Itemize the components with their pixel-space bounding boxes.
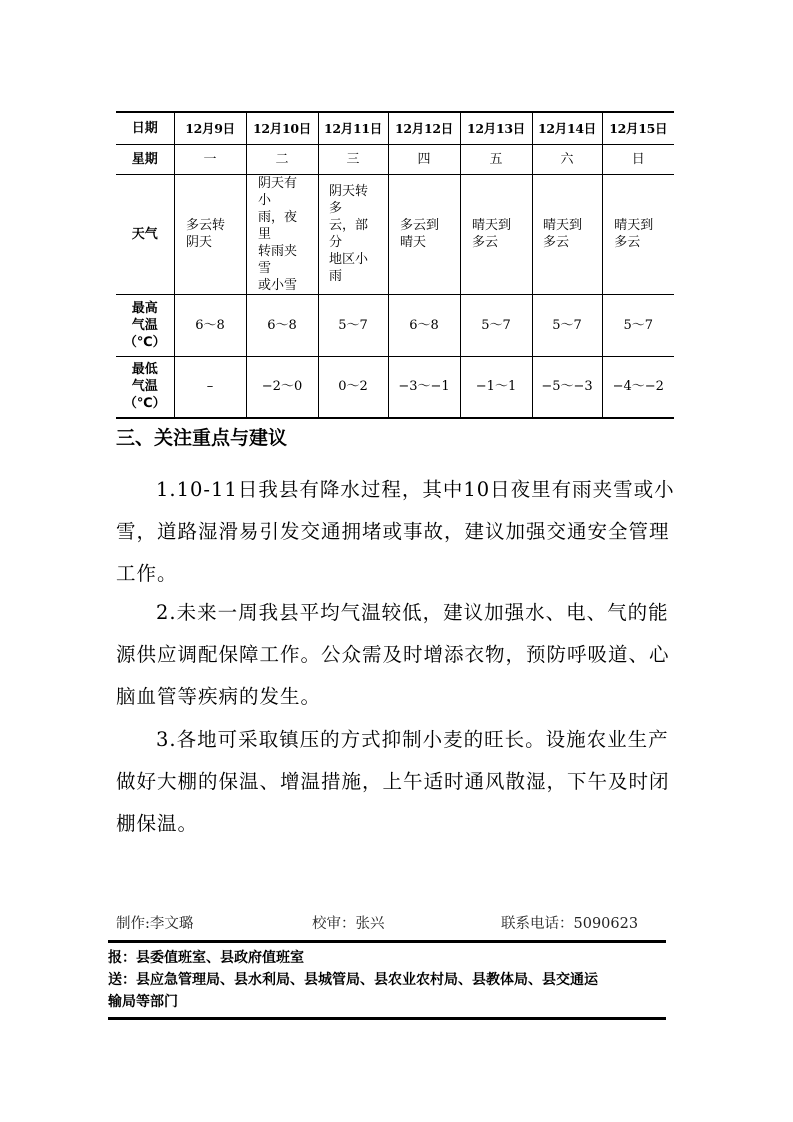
weather-forecast-table xyxy=(116,111,674,419)
weather-line: 转雨夹雪 xyxy=(258,243,298,276)
date-cell: 12月9日 xyxy=(174,112,246,144)
signers-line xyxy=(116,912,676,936)
report-to-line: 报：县委值班室、县政府值班室 xyxy=(108,950,304,966)
paragraph: 3.各地可采取镇压的方式抑制小麦的旺长。设施农业生产做好大棚的保温、增温措施，上午适时通风散湿，下午及时闭棚保温。 xyxy=(116,728,670,835)
send-to-line: 送：县应急管理局、县水利局、县城管局、县农业农村局、县教体局、县交通运 xyxy=(108,972,598,988)
low-temp-cell: −2～0 xyxy=(246,356,318,418)
high-temp-cell: 6～8 xyxy=(174,294,246,356)
date-cell: 12月14日 xyxy=(532,112,602,144)
weather-line: 阴天 xyxy=(186,235,213,250)
weather-cell xyxy=(174,174,246,294)
section-title: 三、关注重点与建议 xyxy=(116,427,288,449)
high-temp-cell: 5～7 xyxy=(318,294,388,356)
weather-line: 多云转 xyxy=(186,218,226,233)
row-label-line: 最低 xyxy=(131,362,158,378)
weather-line: 阴天有小 xyxy=(258,175,298,208)
date-cell: 12月13日 xyxy=(460,112,532,144)
reviewer-label: 校审：张兴 xyxy=(312,916,385,932)
weather-line: 云，部分 xyxy=(329,218,369,250)
row-label-line: 最高 xyxy=(131,300,158,316)
weekday-cell: 二 xyxy=(246,144,318,174)
distribution-block xyxy=(108,940,666,1020)
low-temp-cell: −1～1 xyxy=(460,356,532,418)
paragraph: 1.10-11日我县有降水过程，其中10日夜里有雨夹雪或小雪，道路湿滑易引发交通拥堵或事故，建议加强交通安全管理工作。 xyxy=(116,478,675,585)
weather-cell xyxy=(318,174,388,294)
high-temp-cell: 5～7 xyxy=(532,294,602,356)
weather-line: 或小雪 xyxy=(258,277,298,293)
row-label-weekday: 星期 xyxy=(116,144,174,174)
weekday-cell: 五 xyxy=(460,144,532,174)
weather-cell xyxy=(532,174,602,294)
date-cell: 12月11日 xyxy=(318,112,388,144)
send-to-line: 输局等部门 xyxy=(108,994,178,1010)
maker-label: 制作:李文璐 xyxy=(116,916,194,932)
weekday-cell: 六 xyxy=(532,144,602,174)
weather-line: 晴天到 xyxy=(614,218,654,233)
weather-line: 雨，夜里 xyxy=(258,209,298,242)
row-label-line: （℃） xyxy=(123,334,166,350)
row-label-high xyxy=(116,294,174,356)
weather-line: 多云到 xyxy=(400,218,440,233)
paragraph: 2.未来一周我县平均气温较低，建议加强水、电、气的能源供应调配保障工作。公众需及时增添衣物，预防呼吸道、心脑血管等疾病的发生。 xyxy=(116,601,670,708)
low-temp-cell: −4～−2 xyxy=(602,356,674,418)
weekday-cell: 四 xyxy=(388,144,460,174)
weather-line: 多云 xyxy=(472,235,499,250)
low-temp-cell: – xyxy=(174,356,246,418)
weekday-cell: 一 xyxy=(174,144,246,174)
weather-cell xyxy=(246,174,318,294)
high-temp-row xyxy=(116,294,674,356)
weather-line: 地区小雨 xyxy=(329,252,369,284)
weather-cell xyxy=(602,174,674,294)
weekday-row xyxy=(116,144,674,174)
high-temp-cell: 5～7 xyxy=(460,294,532,356)
row-label-weather: 天气 xyxy=(116,174,174,294)
date-cell: 12月15日 xyxy=(602,112,674,144)
low-temp-cell: 0～2 xyxy=(318,356,388,418)
date-cell: 12月10日 xyxy=(246,112,318,144)
high-temp-cell: 6～8 xyxy=(246,294,318,356)
weather-row xyxy=(116,174,674,294)
date-row xyxy=(116,112,674,144)
weather-line: 晴天到 xyxy=(472,218,512,233)
weather-cell xyxy=(460,174,532,294)
high-temp-cell: 5～7 xyxy=(602,294,674,356)
low-temp-cell: −3～−1 xyxy=(388,356,460,418)
low-temp-row xyxy=(116,356,674,418)
row-label-line: 气温 xyxy=(131,317,158,333)
row-label-date: 日期 xyxy=(116,112,174,144)
row-label-line: 气温 xyxy=(131,379,158,395)
weather-line: 多云 xyxy=(614,235,641,250)
weather-line: 多云 xyxy=(543,235,570,250)
weather-line: 晴天到 xyxy=(543,218,583,233)
weekday-cell: 日 xyxy=(602,144,674,174)
row-label-low xyxy=(116,356,174,418)
low-temp-cell: −5～−3 xyxy=(532,356,602,418)
weather-cell xyxy=(388,174,460,294)
weather-line: 晴天 xyxy=(400,235,427,250)
date-cell: 12月12日 xyxy=(388,112,460,144)
weekday-cell: 三 xyxy=(318,144,388,174)
contact-phone: 联系电话：5090623 xyxy=(501,916,639,932)
row-label-line: （℃） xyxy=(123,396,166,412)
high-temp-cell: 6～8 xyxy=(388,294,460,356)
weather-line: 阴天转多 xyxy=(329,184,369,216)
